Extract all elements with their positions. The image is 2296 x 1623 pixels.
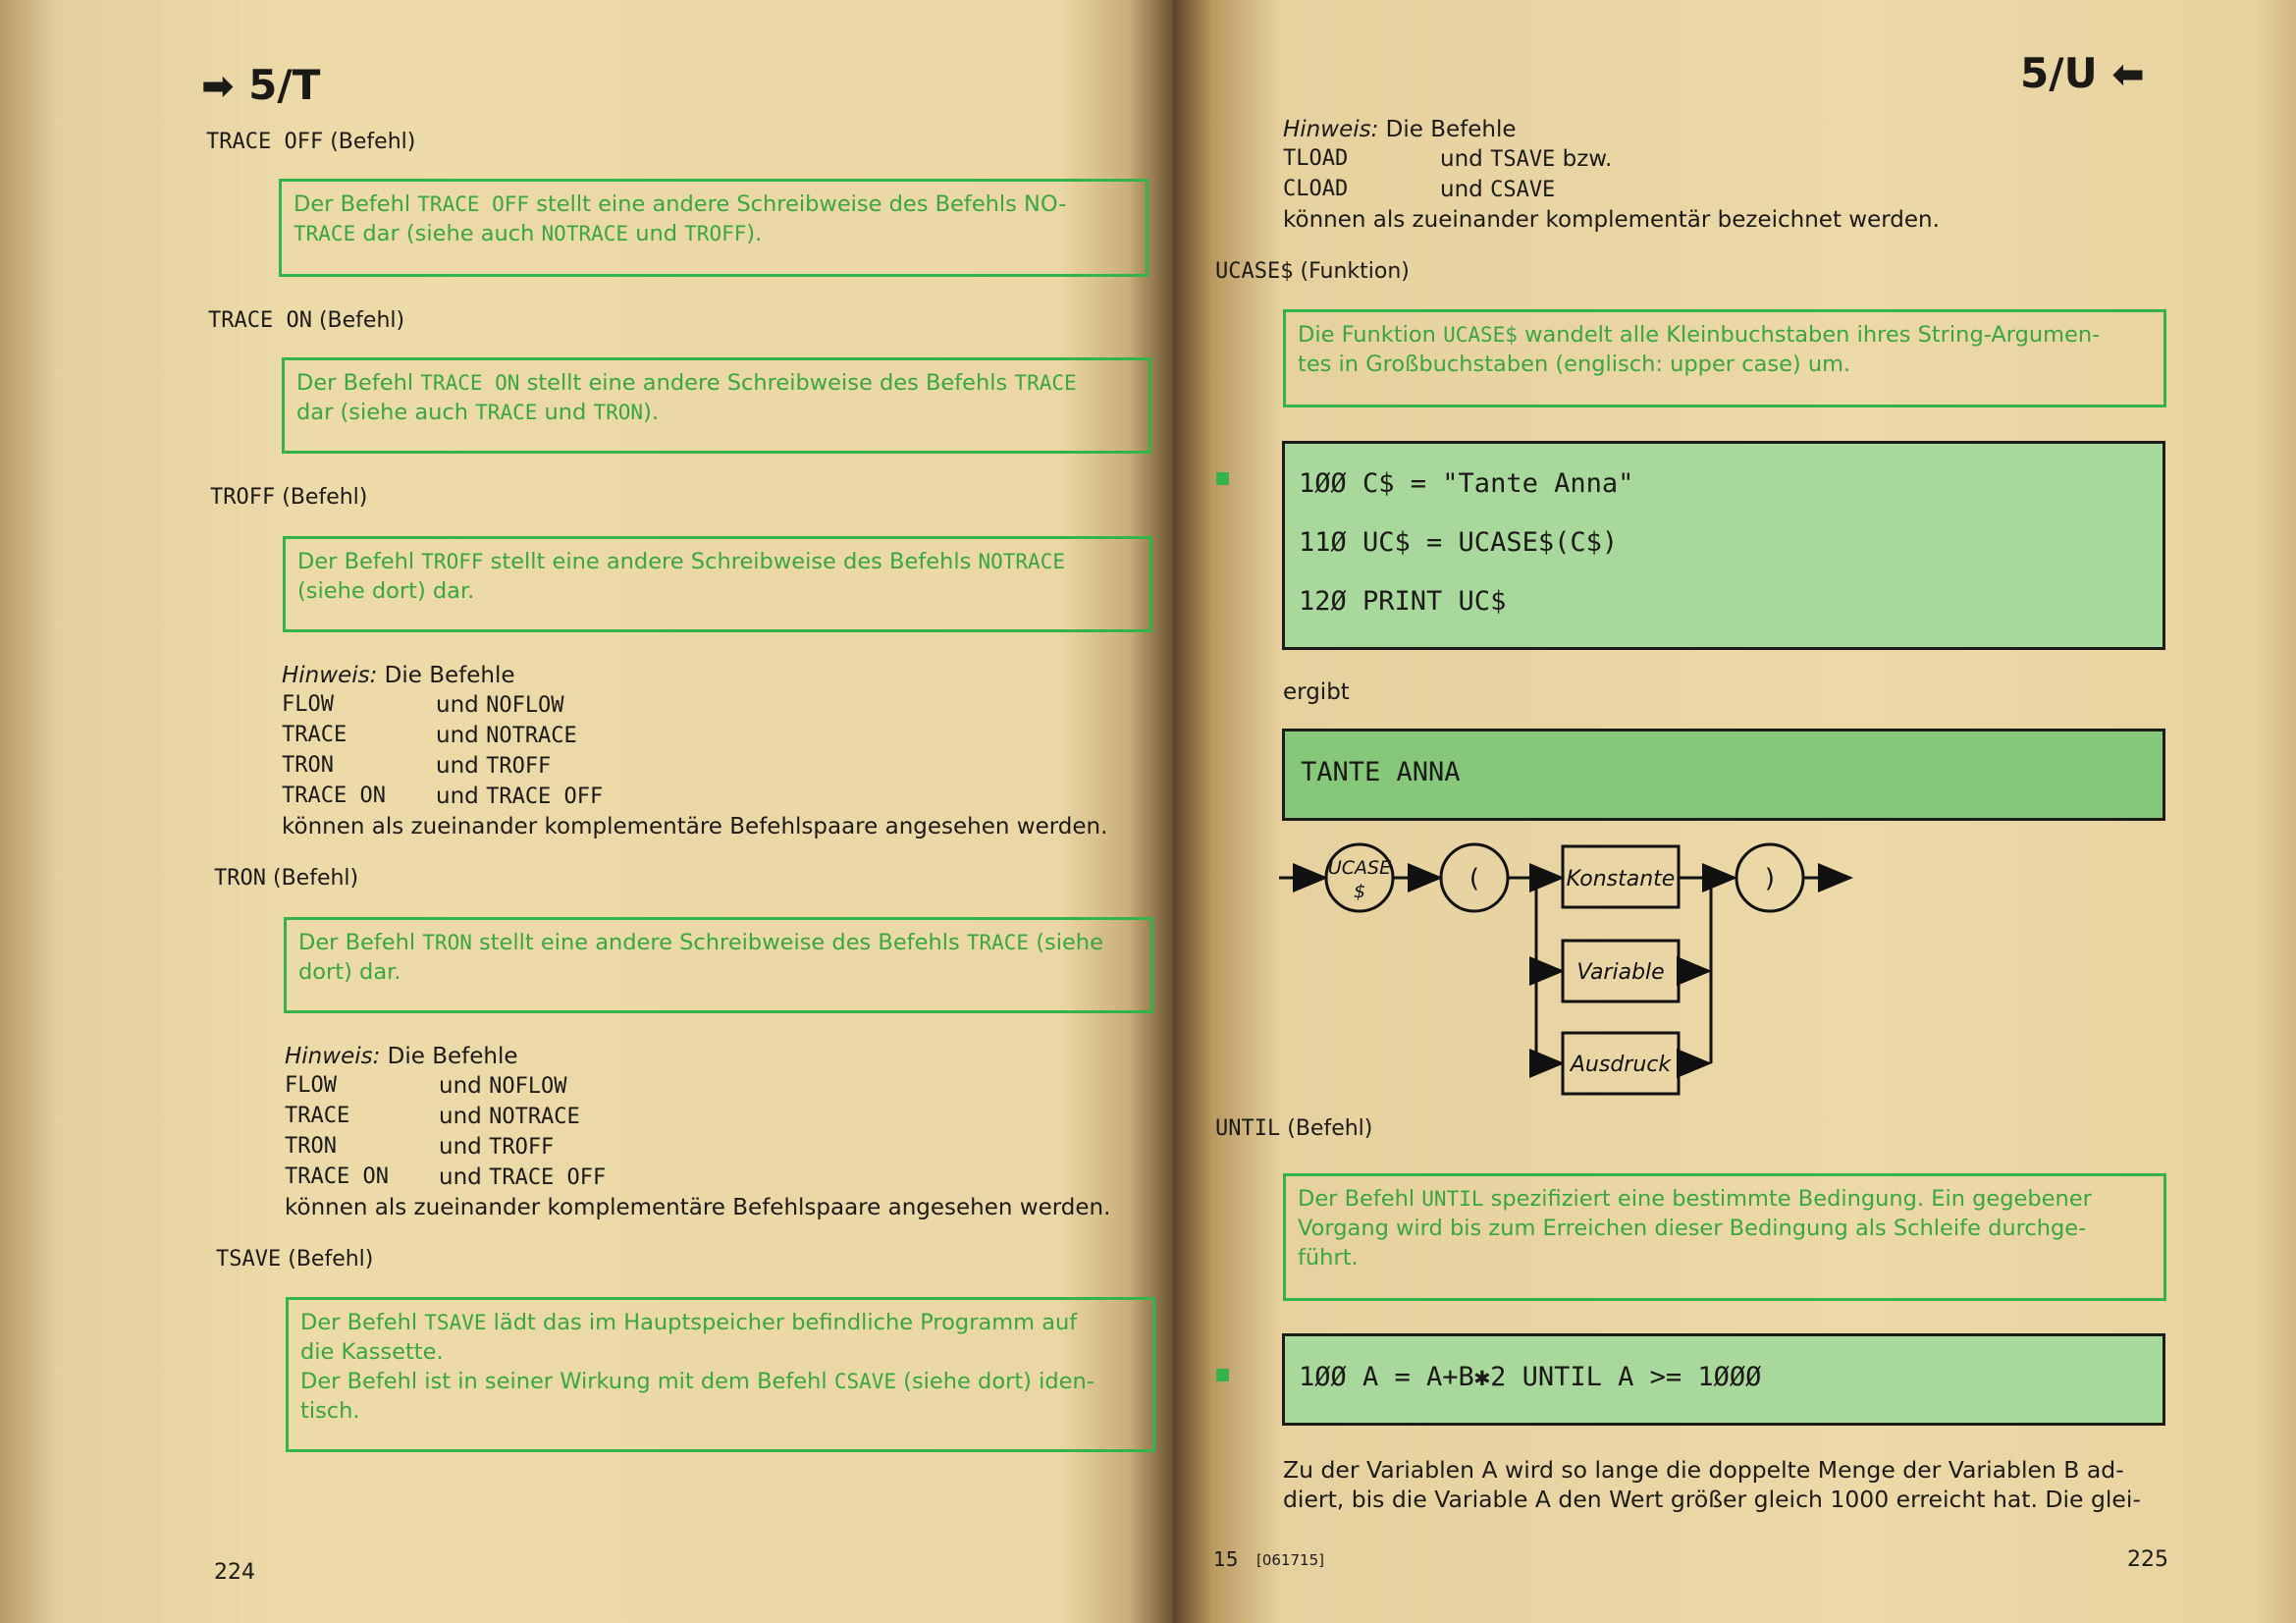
definition-box <box>1283 309 2166 407</box>
keyword-heading <box>210 485 367 510</box>
section-title: 5/U <box>2020 49 2098 97</box>
connector: und <box>1440 146 1491 172</box>
keyword-kind: (Befehl) <box>288 1247 374 1271</box>
keyword-kind: (Befehl) <box>272 866 359 891</box>
start-node-label-2: $ <box>1353 881 1366 902</box>
print-code: [061715] <box>1256 1551 1324 1569</box>
command-pair-row <box>1283 175 2166 205</box>
command-pair-row <box>285 1163 1168 1193</box>
connector: und <box>436 723 487 748</box>
keyword-heading <box>206 130 415 154</box>
box-text: Der Befehl ist in seiner Wirkung mit dem Befehl <box>300 1369 834 1394</box>
box-keyword: TRACE <box>294 222 356 245</box>
connector: und <box>1440 177 1491 202</box>
body-paragraph <box>1283 1455 2166 1514</box>
hint-label: Hinweis: <box>1283 117 1379 142</box>
box-keyword: TROFF <box>421 550 484 573</box>
box-text: lädt das im Hauptspeicher befindliche Programm auf <box>486 1310 1078 1335</box>
right-page <box>1173 0 2296 1623</box>
code-line: 1ØØ C$ = "Tante Anna" <box>1299 468 1634 499</box>
keyword: UCASE$ <box>1215 259 1294 284</box>
keyword-heading <box>208 308 404 333</box>
section-title: 5/T <box>248 61 321 109</box>
page-number: 224 <box>214 1560 255 1585</box>
box-text: tes in Großbuchstaben (englisch: upper case) um. <box>1298 352 1851 377</box>
box-text: Der Befehl <box>297 549 422 574</box>
command-a: TRACE <box>282 723 347 747</box>
command-a: TRACE ON <box>282 784 386 808</box>
box-text: ). <box>746 221 763 246</box>
command-a: TRACE <box>285 1104 350 1128</box>
box-text: und <box>628 221 685 246</box>
connector: und <box>439 1164 490 1190</box>
hint-closing: können als zueinander komplementär bezeichnet werden. <box>1283 207 1940 233</box>
box-text: Vorgang wird bis zum Erreichen dieser Bedingung als Schleife durchge- <box>1298 1216 2087 1241</box>
connector: und <box>436 784 487 809</box>
command-pair-row <box>285 1071 1168 1102</box>
box-text: ). <box>643 400 659 425</box>
hint-note <box>1283 115 2166 235</box>
command-b: TRACE OFF <box>489 1165 607 1190</box>
command-a: TRON <box>282 753 334 778</box>
box-keyword: NOTRACE <box>541 222 629 245</box>
hint-note <box>282 661 1165 841</box>
hint-note <box>285 1042 1168 1222</box>
box-keyword: TRON <box>422 931 472 954</box>
box-keyword: UNTIL <box>1421 1187 1484 1211</box>
box-text: Der Befehl <box>294 191 418 217</box>
section-header <box>2020 49 2145 97</box>
keyword-kind: (Befehl) <box>1287 1116 1373 1141</box>
box-text: stellt eine andere Schreibweise des Befehls <box>483 549 979 574</box>
box-text: die Kassette. <box>300 1339 444 1365</box>
keyword: TRACE ON <box>208 308 312 333</box>
connector: und <box>439 1134 490 1160</box>
command-b: CSAVE <box>1490 178 1556 202</box>
command-pair-row <box>282 690 1165 721</box>
box-text: tisch. <box>300 1398 360 1424</box>
connector: und <box>439 1073 490 1099</box>
connector: bzw. <box>1555 146 1613 172</box>
command-b: NOTRACE <box>486 724 577 748</box>
hint-closing: können als zueinander komplementäre Befehlspaare angesehen werden. <box>285 1195 1111 1220</box>
command-pair-row <box>282 782 1165 812</box>
box-keyword: TRACE OFF <box>417 192 530 216</box>
page-number: 225 <box>2127 1547 2168 1572</box>
command-b: TROFF <box>486 754 552 779</box>
command-b: NOTRACE <box>489 1105 580 1129</box>
keyword: TSAVE <box>216 1247 282 1271</box>
option-label: Variable <box>1576 960 1665 985</box>
keyword-kind: (Befehl) <box>282 485 368 510</box>
box-keyword: UCASE$ <box>1443 323 1518 347</box>
open-paren-label: ( <box>1468 864 1480 893</box>
box-text: spezifiziert eine bestimmte Bedingung. Ein gegebener <box>1483 1186 2092 1212</box>
command-b: TROFF <box>489 1135 555 1160</box>
hint-label: Hinweis: <box>282 663 378 688</box>
keyword-heading <box>214 866 358 891</box>
command-pair-row <box>282 751 1165 782</box>
option-label: Konstante <box>1566 867 1676 892</box>
command-a: FLOW <box>282 692 334 717</box>
connector: und <box>439 1104 490 1129</box>
keyword: TROFF <box>210 485 276 510</box>
hint-text: Die Befehle <box>1378 117 1517 142</box>
box-text: Die Funktion <box>1298 322 1444 348</box>
box-keyword: TRACE <box>475 401 538 424</box>
option-label: Ausdruck <box>1570 1053 1672 1077</box>
sheet-signature: 15 <box>1213 1547 1239 1571</box>
output-text: TANTE ANNA <box>1301 757 1461 787</box>
code-line: 1ØØ A = A+B✱2 UNTIL A >= 1ØØØ <box>1299 1362 1762 1392</box>
command-b: NOFLOW <box>489 1074 567 1099</box>
box-text: stellt eine andere Schreibweise des Befehls <box>519 370 1015 396</box>
box-text: (siehe <box>1029 930 1103 955</box>
example-bullet <box>1216 472 1229 485</box>
left-arrow-icon: ⬅ <box>2111 52 2145 97</box>
box-text: dar (siehe auch <box>296 400 476 425</box>
right-arrow-icon: ➡ <box>201 64 235 109</box>
command-a: FLOW <box>285 1073 337 1098</box>
hint-label: Hinweis: <box>285 1044 381 1069</box>
box-text: stellt eine andere Schreibweise des Befehls <box>471 930 967 955</box>
box-keyword: NOTRACE <box>978 550 1065 573</box>
box-keyword: TRACE ON <box>420 371 520 395</box>
hint-text: Die Befehle <box>377 663 515 688</box>
definition-box <box>282 357 1151 454</box>
command-b: TSAVE <box>1490 147 1556 172</box>
keyword-kind: (Befehl) <box>330 130 416 154</box>
syntax-diagram <box>1271 835 2076 1100</box>
box-text: führt. <box>1298 1245 1359 1271</box>
keyword: TRON <box>214 866 266 891</box>
section-header <box>201 61 320 109</box>
command-b: NOFLOW <box>486 693 564 718</box>
box-text: dar (siehe auch <box>355 221 542 246</box>
command-a: TRON <box>285 1134 337 1159</box>
example-bullet <box>1216 1369 1229 1381</box>
box-text: Der Befehl <box>296 370 421 396</box>
definition-box <box>284 917 1153 1013</box>
box-keyword: TSAVE <box>424 1311 487 1334</box>
keyword-heading <box>1215 1116 1372 1141</box>
box-text: dort) dar. <box>298 959 401 985</box>
definition-box <box>1283 1173 2166 1301</box>
code-listing <box>1282 1333 2165 1426</box>
box-keyword: TRACE <box>1014 371 1077 395</box>
connector: und <box>436 753 487 779</box>
hint-text: Die Befehle <box>380 1044 518 1069</box>
definition-box <box>286 1297 1155 1452</box>
box-keyword: TRON <box>593 401 644 424</box>
code-line: 12Ø PRINT UC$ <box>1299 586 1507 617</box>
start-node-label: UCASE <box>1327 857 1392 879</box>
command-b: TRACE OFF <box>486 784 604 809</box>
command-pair-row <box>285 1102 1168 1132</box>
box-text: wandelt alle Kleinbuchstaben ihres String-Argumen- <box>1517 322 2101 348</box>
box-keyword: TROFF <box>684 222 747 245</box>
command-a: TRACE ON <box>285 1164 389 1189</box>
keyword: TRACE OFF <box>206 130 324 154</box>
command-pair-row <box>282 721 1165 751</box>
box-text: stellt eine andere Schreibweise des Befehls NO- <box>529 191 1067 217</box>
keyword-heading <box>1215 259 1410 284</box>
box-text: Der Befehl <box>300 1310 425 1335</box>
output-box <box>1282 729 2165 821</box>
box-keyword: CSAVE <box>833 1370 897 1393</box>
paragraph-line: diert, bis die Variable A den Wert größer gleich 1000 erreicht hat. Die glei- <box>1283 1486 2141 1513</box>
paragraph-line: Zu der Variablen A wird so lange die doppelte Menge der Variablen B ad- <box>1283 1456 2124 1484</box>
command-a: CLOAD <box>1283 177 1349 201</box>
close-paren-label: ) <box>1764 864 1776 893</box>
connector: und <box>436 692 487 718</box>
code-line: 11Ø UC$ = UCASE$(C$) <box>1299 527 1619 558</box>
box-text: (siehe dort) dar. <box>297 578 475 604</box>
keyword-kind: (Befehl) <box>318 308 405 333</box>
definition-box <box>283 536 1152 632</box>
keyword: UNTIL <box>1215 1116 1281 1141</box>
command-pair-row <box>1283 144 2166 175</box>
result-label: ergibt <box>1283 679 1350 705</box>
keyword-heading <box>216 1247 373 1271</box>
definition-box <box>279 179 1148 277</box>
box-text: Der Befehl <box>1298 1186 1422 1212</box>
box-text: und <box>537 400 594 425</box>
code-listing <box>1282 441 2165 650</box>
command-a: TLOAD <box>1283 146 1349 171</box>
keyword-kind: (Funktion) <box>1300 259 1410 284</box>
command-pair-row <box>285 1132 1168 1163</box>
box-keyword: TRACE <box>966 931 1030 954</box>
hint-closing: können als zueinander komplementäre Befehlspaare angesehen werden. <box>282 814 1108 839</box>
box-text: (siehe dort) iden- <box>896 1369 1095 1394</box>
box-text: Der Befehl <box>298 930 423 955</box>
